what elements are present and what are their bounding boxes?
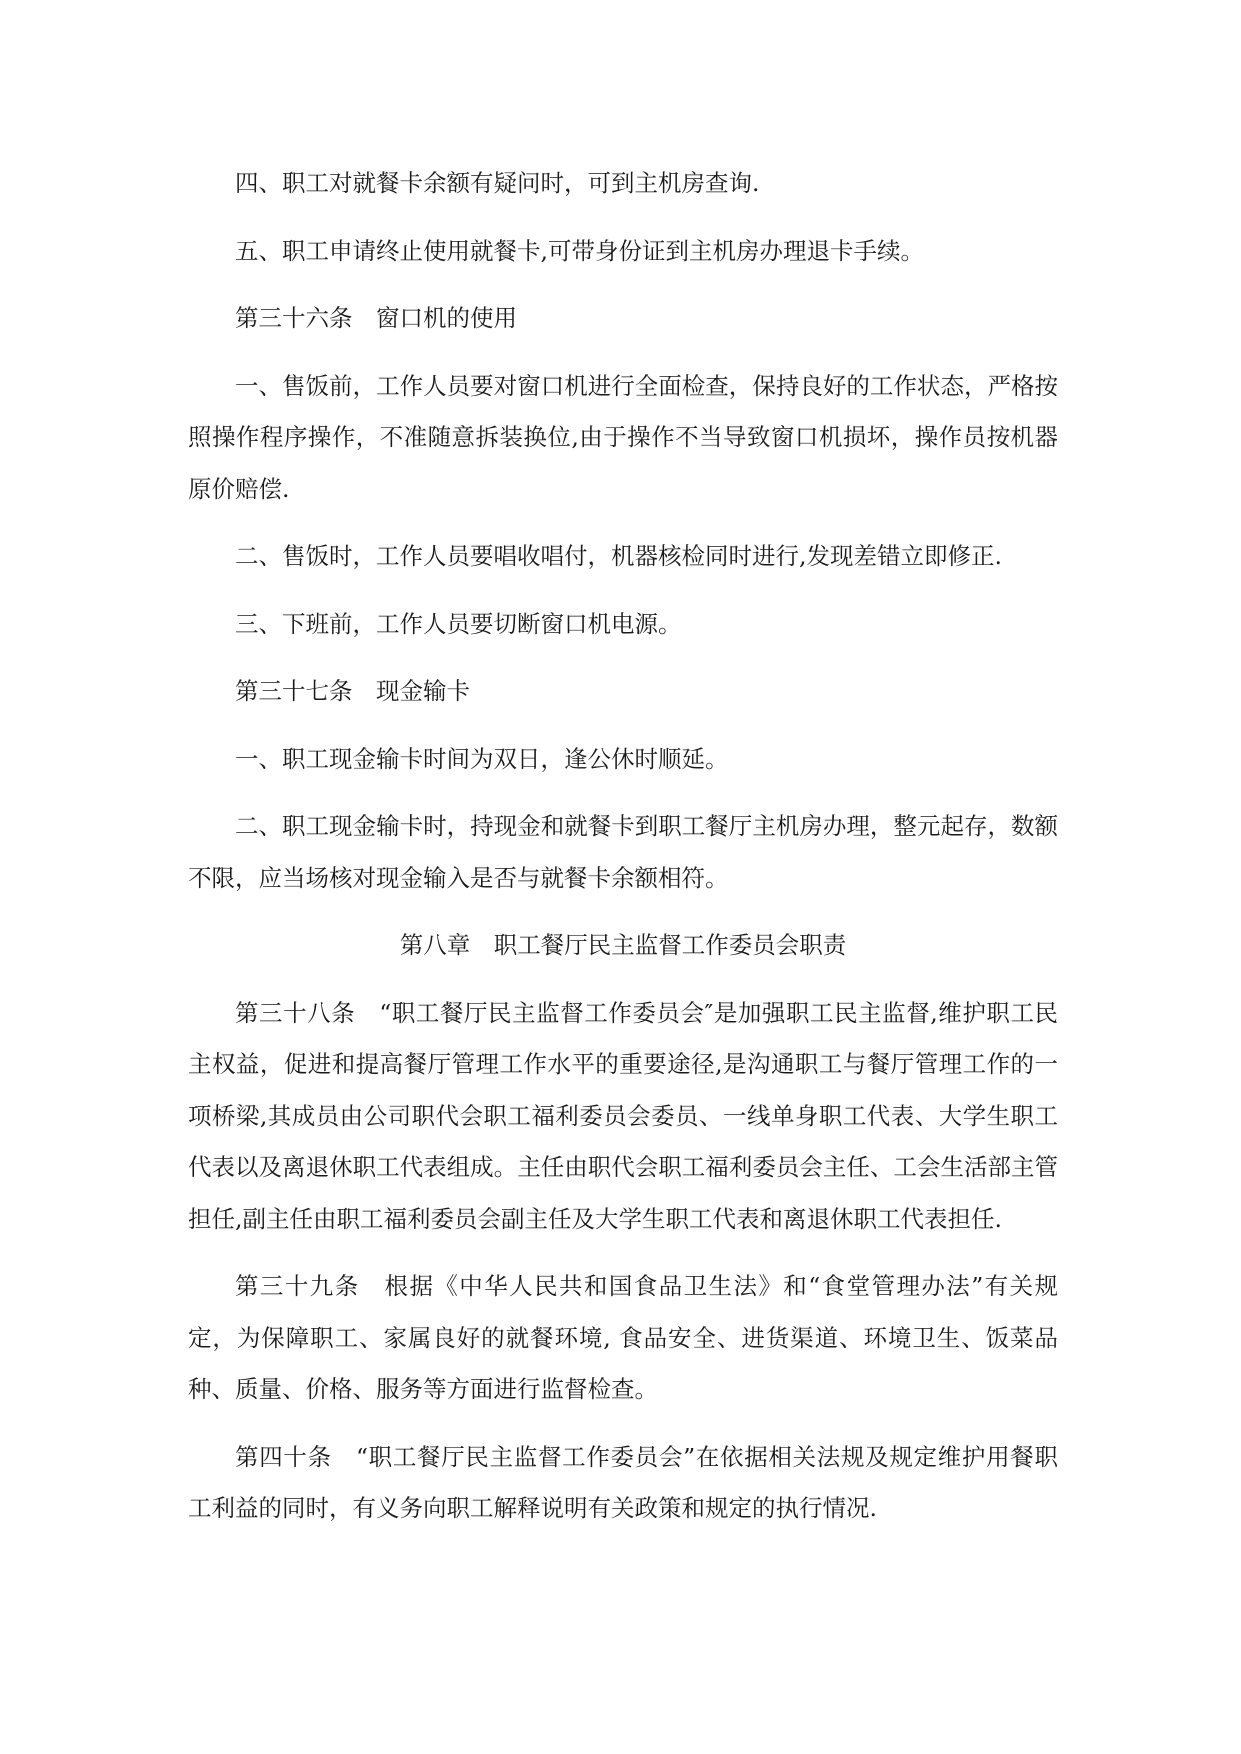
paragraph: 五、职工申请终止使用就餐卡,可带身份证到主机房办理退卡手续。 <box>235 236 924 265</box>
paragraph: 三、下班前，工作人员要切断窗口机电源。 <box>235 609 682 638</box>
paragraph: 第四十条 “职工餐厅民主监督工作委员会”在依据相关法规及规定维护用餐职工利益的同时，有义务向职工解释说明有关政策和规定的执行情况. <box>188 1442 1058 1522</box>
chapter-title: 第八章 职工餐厅民主监督工作委员会职责 <box>399 931 847 959</box>
paragraph: 第三十八条 “职工餐厅民主监督工作委员会″是加强职工民主监督,维护职工民主权益，促进和提高餐厅管理工作水平的重要途径,是沟通职工与餐厅管理工作的一项桥梁,其成员由公司职代会职工福利委员会委员、一线单身职工代表、大学生职工代表以及离退休职工代表组成。主任由职代会职工福利委员会主任、工会生活部主管担任,副主任由职工福利委员会副主任及大学生职工代表和离退休职工代表担任. <box>188 998 1058 1233</box>
paragraph: 第三十九条 根据《中华人民共和国食品卫生法》和“食堂管理办法”有关规定，为保障职工、家属良好的就餐环境, 食品安全、进货渠道、环境卫生、饭菜品种、质量、价格、服务等方面进行监督检查。 <box>188 1272 1058 1403</box>
paragraph: 一、售饭前，工作人员要对窗口机进行全面检查，保持良好的工作状态，严格按照操作程序操作，不准随意拆装换位,由于操作不当导致窗口机损坏，操作员按机器原价赔偿. <box>188 371 1058 503</box>
paragraph: 二、售饭时，工作人员要唱收唱付，机器核检同时进行,发现差错立即修正. <box>235 542 1002 570</box>
paragraph: 四、职工对就餐卡余额有疑问时，可到主机房查询. <box>235 169 760 197</box>
paragraph: 二、职工现金输卡时，持现金和就餐卡到职工餐厅主机房办理，整元起存，数额不限，应当场核对现金输入是否与就餐卡余额相符。 <box>188 812 1058 892</box>
paragraph: 一、职工现金输卡时间为双日，逢公休时顺延。 <box>235 744 729 773</box>
document-body <box>188 158 1058 1551</box>
article-heading: 第三十六条 窗口机的使用 <box>235 304 517 332</box>
article-heading: 第三十七条 现金输卡 <box>235 677 470 705</box>
